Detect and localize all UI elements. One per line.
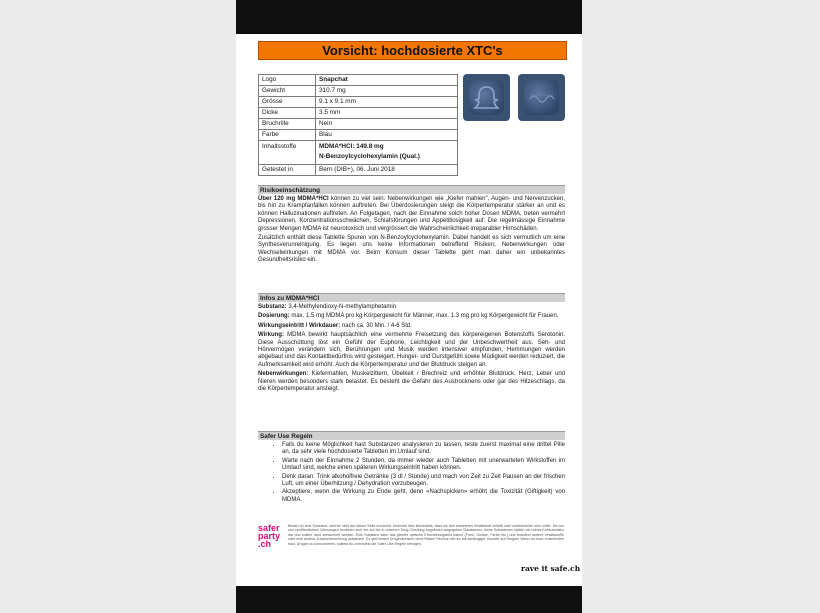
pill-photo-back: [518, 74, 565, 121]
prop-value: 3.5 mm: [316, 108, 458, 119]
pill-properties-table: [258, 74, 458, 176]
pill-photo-front: [463, 74, 510, 121]
list-item: • Akzeptiere, wenn die Wirkung zu Ende geht, denn «Nachspicken» erhöht die Toxizität (Giftigkeit) von MDMA.: [282, 489, 565, 504]
safer-use-list: [258, 442, 565, 504]
table-row: [259, 165, 458, 176]
prop-key: Farbe: [259, 130, 316, 141]
prop-value: Blau: [316, 130, 458, 141]
info-value: Kiefermahlen, Muskelzittern, Übelkeit / Brechreiz und erhöhter Blutdruck. Herz, Leber und Nieren werden besonders stark belastet. Es besteht die Gefahr des Austrocknens oder gar des Hitzeschlags, da die Körpertemperatur ansteigt.: [258, 371, 565, 393]
prop-key: Grösse: [259, 97, 316, 108]
info-effect: [258, 332, 565, 369]
prop-value: 310.7 mg: [316, 86, 458, 97]
prop-value: [316, 141, 458, 165]
risk-dose-threshold: Über 120 mg MDMA*HCl: [258, 196, 329, 202]
document-frame: [236, 0, 582, 613]
prop-key: Dicke: [259, 108, 316, 119]
table-row: [259, 75, 458, 86]
document-page: [236, 34, 582, 586]
table-row: [259, 86, 458, 97]
section-heading-safer-use: Safer Use Regeln: [258, 431, 565, 440]
section-heading-risk: Risikoeinschätzung: [258, 185, 565, 194]
prop-key: Getestet in: [259, 165, 316, 176]
table-row: [259, 108, 458, 119]
info-value: nach ca. 30 Min. / 4-6 Std.: [340, 322, 412, 329]
footer-disclaimer: Bedarf du eine Substanz, welche nicht auf dieser Seite erscheint, bedeutet dies keinesfalls, dass sie den erwarteten Inhaltsstoff enthält oder unbedenklich sein sollte. Da von uns veröffentlichten Warnungen beziehen sich nur auf die in unserem Drug Checking Angeboten abgegeben Substanzen, diese Substanzen stellen ein hohes Konsumrisiko dar und sollten nicht konsumiert werden. Eine Substanz kann das gleiche optische Erscheinungsbild haben (Form, Grösse, Farbe etc.) und trotzdem andere Inhaltsstoffe oder eine andere Zusammensetzung aufweisen. Es gibt keinen Drogenkonsum ohne Risiko! Rechne mit nur mit abhängiger Vorsicht auf Drogen! Wenn du doch entschieden hast, Drogen zu konsumieren, solltest du zumindest die Safer-Use-Regeln befolgen.: [288, 524, 564, 546]
info-label: Nebenwirkungen:: [258, 371, 309, 378]
prop-value: Snapchat: [316, 75, 458, 86]
risk-text: [258, 196, 565, 267]
info-onset: [258, 323, 565, 330]
pill-photo-image: [524, 80, 559, 115]
ingredient-mdma: MDMA*HCl: 149.8 mg: [319, 143, 384, 150]
saferparty-logo: safer party .ch: [258, 523, 281, 549]
info-value: MDMA bewirkt hauptsächlich eine vermehrte Freisetzung des körpereigenen Botenstoffs Serotonin. Diese Ausschüttung löst ein Gefühl der Euphorie, Leichtigkeit und der Unbeschwertheit aus. Seh- und Hörvermögen verändern sich, Berührungen und Musik werden intensiver empfunden, Hemmungen werden abgebaut und das Kontaktbedürfnis wird gesteigert. Hunger- und Durstgefühl sowie Müdigkeit werden reduziert, die Aufmerksamkeit wird erhöht. Auch die Körpertemperatur und der Blutdruck steigen an.: [258, 332, 565, 368]
info-value: 3,4-Methylendioxy-N-methylamphetamin: [286, 304, 397, 310]
info-label: Wirkungseintritt / Wirkdauer:: [258, 322, 341, 329]
info-label: Dosierung:: [258, 313, 290, 320]
prop-key: Bruchrille: [259, 119, 316, 130]
risk-paragraph-text: können zu viel sein. Nebenwirkungen wie „Kiefer mahlen", Augen- und Nervenzucken, bis hin zu Krampfanfällen können auftreten. Bei Überdosierungen steigt die Körpertemperatur stärker an und es können Halluzinationen auftreten. An Folgetagen, nach der Einnahme solch hoher Dosen MDMA, treten vermehrt Depressionen, Konzentrationsschwächen, Schlafstörungen und Appetitlosigkeit auf. Die regelmässige Einnahme grosser Mengen MDMA ist neurotoxisch und vergrössert die Wahrscheinlichkeit irreparabler Hirnschäden.: [258, 196, 565, 232]
table-row: [259, 97, 458, 108]
section-heading-info: Infos zu MDMA*HCl: [258, 293, 565, 302]
raveitsafe-logo: rave it safe.ch: [521, 564, 581, 573]
info-dosage: [258, 313, 565, 320]
info-side-effects: [258, 371, 565, 393]
ghost-icon: [469, 80, 504, 115]
prop-value: 9.1 x 9.1 mm: [316, 97, 458, 108]
list-item: • Falls du keine Möglichkeit hast Substanzen analysieren zu lassen, teste zuerst maximal eine drittel Pille an, da sehr viele hochdosierte Tabletten im Umlauf sind.: [282, 442, 565, 457]
info-text: [258, 304, 565, 395]
warning-banner: Vorsicht: hochdosierte XTC's: [258, 41, 567, 60]
info-substance: [258, 304, 565, 311]
table-row: [259, 119, 458, 130]
table-row: [259, 130, 458, 141]
engraving-icon: [524, 80, 559, 115]
info-label: Wirkung:: [258, 332, 284, 339]
list-item: • Denk daran: Trink alkoholfreie Getränke (3 dl / Stunde) und mach von Zeit zu Zeit Pausen an der frischen Luft, um einer Überhitzung / Dehydration vorzubeugen.: [282, 474, 565, 489]
safer-use-list-container: [258, 442, 565, 505]
prop-value: Nein: [316, 119, 458, 130]
table-row: [259, 141, 458, 165]
prop-key: Logo: [259, 75, 316, 86]
info-label: Substanz:: [258, 304, 287, 310]
pill-photo-image: [469, 80, 504, 115]
info-value: max. 1.5 mg MDMA pro kg Körpergewicht für Männer, max. 1.3 mg pro kg Körpergewicht für Frauen.: [289, 313, 559, 320]
list-item: • Warte nach der Einnahme 2 Stunden, da immer wieder auch Tabletten mit unerwarteten Wirkstoffen im Umlauf sind, welche einen späteren Wirkungseintritt haben können.: [282, 458, 565, 473]
risk-paragraph: [258, 196, 565, 233]
prop-key: Inhaltsstoffe: [259, 141, 316, 165]
ingredient-other: N-Benzoylcyclohexylamin (Qual.): [319, 153, 420, 160]
prop-value: Bern (DIB+), 06. Juni 2018: [316, 165, 458, 176]
prop-key: Gewicht: [259, 86, 316, 97]
risk-paragraph: Zusätzlich enthält diese Tablette Spuren von N-Benzoylcyclohexylamin. Dabei handelt es sich vermutlich um eine Synthesverunreinigung. Es liegen uns keine Informationen betreffend Risiken, Nebenwirkungen oder Wechselwirkungen mit MDMA vor. Beim Konsum dieser Tablette geht man daher ein unbekanntes Gesundheitsrisiko ein.: [258, 235, 565, 264]
